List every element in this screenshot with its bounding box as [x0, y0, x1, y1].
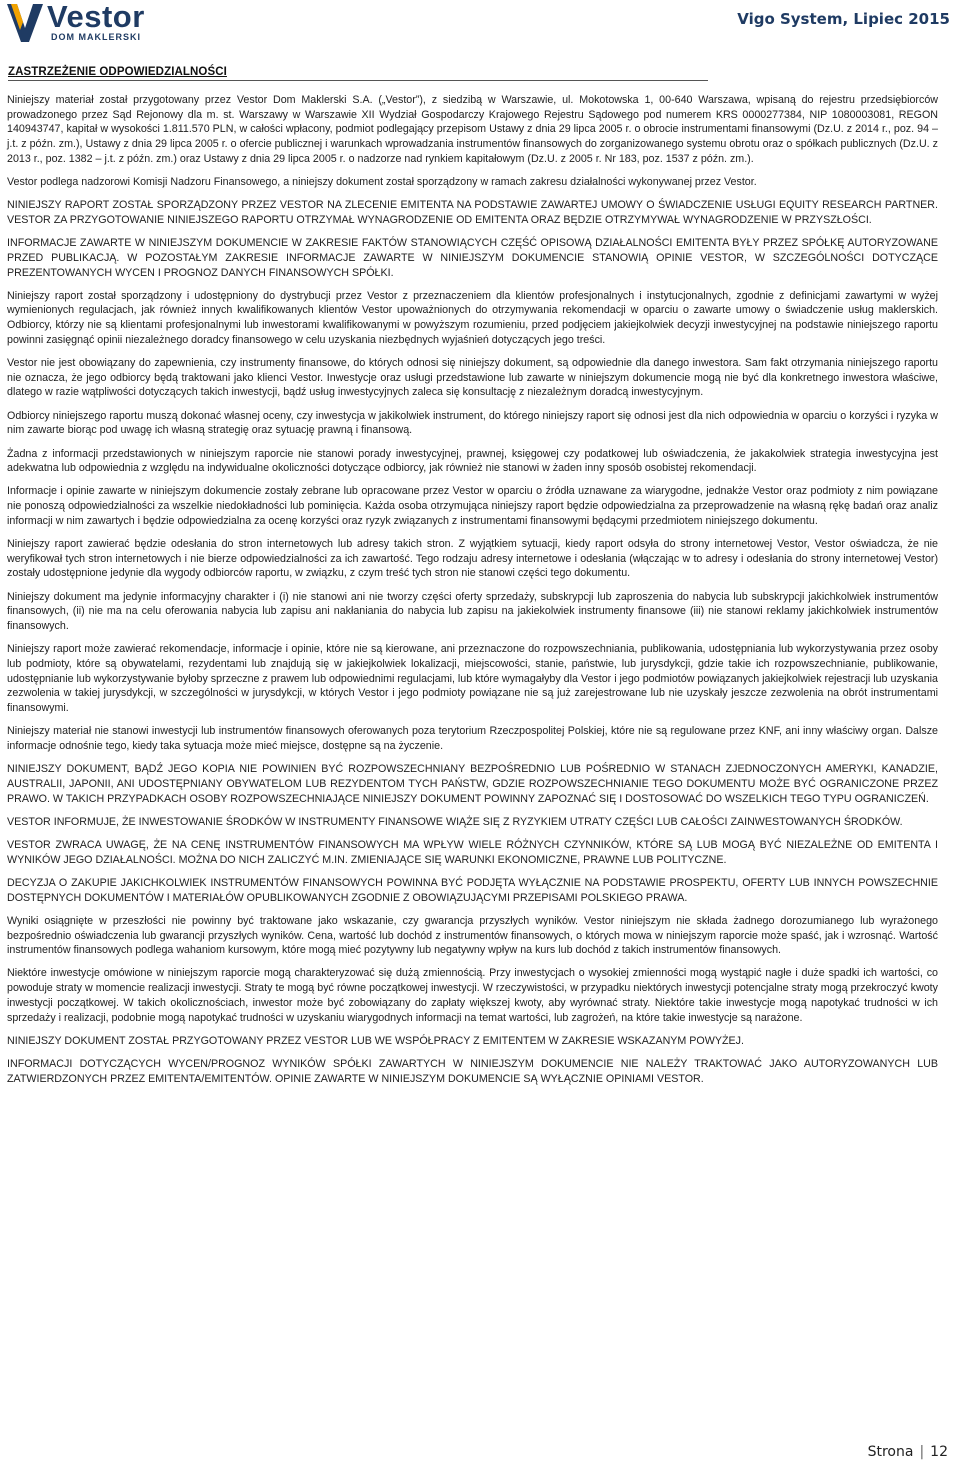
paragraph: Niniejszy materiał został przygotowany przez Vestor Dom Maklerski S.A. („Vestor”), z siedzibą w Warszawie, ul. Mokotowska 1, 00-640 Warszawa, wpisaną do rejestru przedsiębiorców prowadzonego przez Sąd Rejonowy dla m. st. Warszawy w Warszawie XII Wydział Gospodarczy Krajowego Rejestru Sądowego pod numerem KRS 0000277384, NIP 1080003081, REGON 140943747, kapitał w wysokości 1.811.570 PLN, w całości wpłacony, podmiot podlegający przepisom Ustawy z dnia 29 lipca 2005 r. o obrocie instrumentami finansowymi (Dz.U. z 2014 r., poz. 94 – j.t. z późn. zm.), Ustawy z dnia 29 lipca 2005 r. o ofercie publicznej i warunkach wprowadzania instrumentów finansowych do zorganizowanego systemu obrotu oraz o spółkach publicznych (Dz.U. z 2013 r., poz. 1382 – j.t. z późn. zm.) oraz Ustawy z dnia 29 lipca 2005 r. o nadzorze nad rynkiem kapitałowym (Dz.U. z 2005 r. Nr 183, poz. 1537 z późn. zm.).	[7, 94, 938, 165]
page-footer	[868, 1444, 948, 1460]
title-divider	[8, 80, 708, 81]
paragraph: Informacje i opinie zawarte w niniejszym dokumencie zostały zebrane lub opracowane przez Vestor w oparciu o źródła uznawane za wiarygodne, jednakże Vestor oraz podmioty z nim powiązane nie ponoszą odpowiedzialności za wszelkie niedokładności lub pominięcia. Każda osoba otrzymująca niniejszy raport będzie odpowiedzialna za przeprowadzenie na własną rękę badań oraz analiz informacji w nim zawartych i będzie odpowiedzialna za ocenę korzyści oraz ryzyk związanych z instrumentami finansowymi będącymi przedmiotem niniejszego dokumentu.	[7, 485, 938, 527]
paragraph: NINIEJSZY DOKUMENT, BĄDŹ JEGO KOPIA NIE POWINIEN BYĆ ROZPOWSZECHNIANY BEZPOŚREDNIO LUB POŚREDNIO W STANACH ZJEDNOCZONYCH AMERYKI, KANADZIE, AUSTRALII, JAPONII, ANI UDOSTĘPNIANY OBYWATELOM LUB REZYDENTOM TYCH PAŃSTW, GDZIE ROZPOWSZECHNIANIE TEGO DOKUMENTU MOŻE BYĆ OGRANICZONE PRZEZ PRAWO. W TAKICH PRZYPADKACH OSOBY ROZPOWSZECHNIAJĄCE NINIEJSZY DOKUMENT POWINNY ZAPOZNAĆ SIĘ I DOSTOSOWAĆ DO WSZELKICH TEGO TYPU OGRANICZEŃ.	[7, 763, 938, 805]
section-title: ZASTRZEŻENIE ODPOWIEDZIALNOŚCI	[8, 66, 227, 78]
paragraph: Vestor podlega nadzorowi Komisji Nadzoru Finansowego, a niniejszy dokument został sporządzony w ramach zakresu działalności wykonywanej przez Vestor.	[7, 176, 757, 189]
paragraph: Niniejszy materiał nie stanowi inwestycji lub instrumentów finansowych oferowanych poza terytorium Rzeczpospolitej Polskiej, które nie są regulowane przez KNF, ani inny właściwy organ. Dalsze informacje odnośnie tego, kiedy taka sytuacja może mieć miejsce, dostępne są na życzenie.	[7, 725, 938, 753]
disclaimer-body	[7, 93, 938, 1095]
page-label: Strona	[867, 1444, 914, 1460]
paragraph: NINIEJSZY RAPORT ZOSTAŁ SPORZĄDZONY PRZEZ VESTOR NA ZLECENIE EMITENTA NA PODSTAWIE ZAWARTEJ UMOWY O ŚWIADCZENIE USŁUGI EQUITY RESEARCH PARTNER. VESTOR ZA PRZYGOTOWANIE NINIEJSZEGO RAPORTU OTRZYMAŁ WYNAGRODZENIE OD EMITENTA ORAZ BĘDZIE OTRZYMYWAŁ WYNAGRODZENIE W PRZYSZŁOŚCI.	[7, 199, 938, 226]
paragraph: INFORMACJE ZAWARTE W NINIEJSZYM DOKUMENCIE W ZAKRESIE FAKTÓW STANOWIĄCYCH CZĘŚĆ OPISOWĄ DZIAŁALNOŚCI EMITENTA BYŁY PRZEZ SPÓŁKĘ AUTORYZOWANE PRZED PUBLIKACJĄ. W POZOSTAŁYM ZAKRESIE INFORMACJE ZAWARTE W NINIEJSZYM DOKUMENCIE STANOWIĄ OPINIE VESTOR, W SZCZEGÓLNOŚCI DOTYCZĄCE PREZENTOWANYCH WYCEN I PROGNOZ DANYCH FINANSOWYCH SPÓŁKI.	[7, 237, 938, 279]
paragraph: Vestor nie jest obowiązany do zapewnienia, czy instrumenty finansowe, do których odnosi się niniejszy dokument, są odpowiednie dla danego inwestora. Sam fakt otrzymania niniejszego raportu nie oznacza, że jego odbiorcy będą traktowani jako klienci Vestor. Inwestycje oraz usługi przedstawione lub zawarte w niniejszym dokumencie mogą nie być dla konkretnego inwestora właściwe, dlatego w razie wątpliwości dotyczących takich inwestycji, bądź usług inwestycyjnych zaleca się konsultację z niezależnym doradcą inwestycyjnym.	[7, 357, 938, 399]
paragraph: VESTOR ZWRACA UWAGĘ, ŻE NA CENĘ INSTRUMENTÓW FINANSOWYCH MA WPŁYW WIELE RÓŻNYCH CZYNNIKÓW, KTÓRE SĄ LUB MOGĄ BYĆ NIEZALEŻNE OD EMITENTA I WYNIKÓW JEGO DZIAŁALNOŚCI. MOŻNA DO NICH ZALICZYĆ M.IN. ZMIENIAJĄCE SIĘ WARUNKI EKONOMICZNE, PRAWNE LUB POLITYCZNE.	[7, 839, 938, 866]
vestor-logo-icon	[7, 4, 43, 44]
paragraph: Wyniki osiągnięte w przeszłości nie powinny być traktowane jako wskazanie, czy gwarancja przyszłych wyników. Vestor niniejszym nie składa żadnego dorozumianego lub wyrażonego bezpośrednio oświadczenia lub gwarancji przyszłych wyników. Cena, wartość lub dochód z instrumentów finansowych, o których mowa w niniejszym raporcie może spaść, jak i wzrosnąć. Wartość instrumentów finansowych podlega wahaniom kursowym, które mogą mieć pozytywny lub negatywny wpływ na kurs lub dochód z takich instrumentów finansowych.	[7, 914, 938, 957]
vestor-logo	[7, 2, 157, 44]
paragraph: DECYZJA O ZAKUPIE JAKICHKOLWIEK INSTRUMENTÓW FINANSOWYCH POWINNA BYĆ PODJĘTA WYŁĄCZNIE NA PODSTAWIE PROSPEKTU, OFERTY LUB INNYCH POWSZECHNIE DOSTĘPNYCH DOKUMENTÓW I MATERIAŁÓW OPUBLIKOWANYCH ZGODNIE Z OBOWIĄZUJĄCYMI PRZEPISAMI POLSKIEGO PRAWA.	[7, 876, 938, 904]
paragraph: Niniejszy raport może zawierać rekomendacje, informacje i opinie, które nie są kierowane, ani przeznaczone do rozpowszechniania, publikowania, udostępniania lub wykorzystywania przez osoby lub podmioty, które są obywatelami, rezydentami lub znajdują się w jakiejkolwiek lokalizacji, miejscowości, stanie, państwie, lub jurysdykcji, gdzie takie ich rozpowszechnianie, publikowanie, udostępnianie lub wykorzystywanie byłoby sprzeczne z prawem lub odpowiednimi regulacjami, lub które wymagałyby dla Vestor i jego podmiotów powiązanych jakiejkolwiek rejestracji lub uzyskania zezwolenia w takiej jurysdykcji, w szczególności w jurysdykcji, w których Vestor i jego podmioty powiązane nie są już zarejestrowane lub nie uzyskały jeszcze zezwolenia na obrót instrumentami finansowymi.	[7, 643, 938, 715]
page-number: 12	[930, 1444, 948, 1460]
paragraph: INFORMACJI DOTYCZĄCYCH WYCEN/PROGNOZ WYNIKÓW SPÓŁKI ZAWARTYCH W NINIEJSZYM DOKUMENCIE NIE NALEŻY TRAKTOWAĆ JAKO AUTORYZOWANYCH LUB ZATWIERDZONYCH PRZEZ EMITENTA/EMITENTÓW. OPINIE ZAWARTE W NINIEJSZYM DOKUMENCIE SĄ WYŁĄCZNIE OPINIAMI VESTOR.	[7, 1057, 938, 1085]
paragraph: Żadna z informacji przedstawionych w niniejszym raporcie nie stanowi porady inwestycyjnej, prawnej, księgowej czy podatkowej lub oświadczenia, że jakakolwiek strategia inwestycyjna jest adekwatna lub odpowiednia z względu na indywidualne okoliczności dotyczące odbiorcy, jak również nie stanowi w żaden inny sposób osobistej rekomendacji.	[7, 447, 938, 475]
paragraph: Odbiorcy niniejszego raportu muszą dokonać własnej oceny, czy inwestycja w jakikolwiek instrument, do którego niniejszy raport się odnosi jest dla nich odpowiednia w oparciu o korzyści i ryzyka w nim zawarte biorąc pod uwagę ich własną strategię oraz sytuację prawną i finansową.	[7, 409, 938, 437]
logo-subtitle: DOM MAKLERSKI	[51, 32, 141, 42]
logo-name: Vestor	[47, 0, 145, 34]
paragraph: Niniejszy raport został sporządzony i udostępniony do dystrybucji przez Vestor z przeznaczeniem dla klientów profesjonalnych i instytucjonalnych, zgodnie z definicjami zawartymi w wyżej wymienionych regulacjach, jak również innych kwalifikowanych klientów Vestor upoważnionych do otrzymywania rekomendacji w oparciu o zawarte umowy o świadczenie usług maklerskich. Odbiorcy, którzy nie są klientami profesjonalnymi lub inwestorami kwalifikowanymi w powyższym rozumieniu, przed podjęciem jakiejkolwiek decyzji inwestycyjnej na podstawie niniejszego raportu powinni zasięgnąć opinii niezależnego doradcy finansowego w celu uzyskania niezbędnych wyjaśnień dotyczących jego treści.	[7, 289, 938, 346]
document-header-title: Vigo System, Lipiec 2015	[737, 10, 950, 28]
paragraph: Niektóre inwestycje omówione w niniejszym raporcie mogą charakteryzować się dużą zmiennością. Przy inwestycjach o wysokiej zmienności mogą wystąpić nagłe i duże spadki ich wartości, co powoduje straty w momencie realizacji inwestycji. Straty te mogą być równe początkowej inwestycji. W rzeczywistości, w przypadku niektórych inwestycji potencjalne straty mogą przekroczyć kwoty inwestycji początkowej. W takich okolicznościach, inwestor może być zobowiązany do zapłaty większej kwoty, aby wyrównać straty. Niektóre takie inwestycje mogą napotykać trudności w ich sprzedaży i realizacji, podobnie mogą napotykać trudności w uzyskaniu wiarygodnych informacji na temat wartości, lub zagrożeń, na które takie inwestycje są narażone.	[7, 967, 938, 1024]
paragraph: Niniejszy dokument ma jedynie informacyjny charakter i (i) nie stanowi ani nie tworzy części oferty sprzedaży, subskrypcji lub zaproszenia do nabycia lub subskrypcji jakichkolwiek instrumentów finansowych, (ii) nie ma na celu oferowania nabycia lub zapisu ani nakłaniania do nabycia lub zapisu na jakiekolwiek instrumenty finansowe (iii) nie stanowi reklamy jakichkolwiek instrumentów finansowych.	[7, 590, 938, 633]
footer-separator: |	[919, 1444, 925, 1460]
paragraph: Niniejszy raport zawierać będzie odesłania do stron internetowych lub adresy takich stron. Z wyjątkiem sytuacji, kiedy raport odsyła do strony internetowej Vestor, Vestor oświadcza, że nie weryfikował tych stron internetowych i nie bierze odpowiedzialności za ich zawartość. Tego rodzaju adresy internetowe i odesłania (włączając w to adresy i odesłania do strony internetowej Vestor) zostały udostępnione jedynie dla wygody odbiorców raportu, w związku, z czym treść tych stron nie stanowi części tego dokumentu.	[7, 538, 938, 580]
paragraph: NINIEJSZY DOKUMENT ZOSTAŁ PRZYGOTOWANY PRZEZ VESTOR LUB WE WSPÓŁPRACY Z EMITENTEM W ZAKRESIE WSKAZANYM POWYŻEJ.	[7, 1034, 744, 1047]
paragraph: VESTOR INFORMUJE, ŻE INWESTOWANIE ŚRODKÓW W INSTRUMENTY FINANSOWE WIĄŻE SIĘ Z RYZYKIEM UTRATY CZĘŚCI LUB CAŁOŚCI ZAINWESTOWANYCH ŚRODKÓW.	[7, 815, 903, 828]
